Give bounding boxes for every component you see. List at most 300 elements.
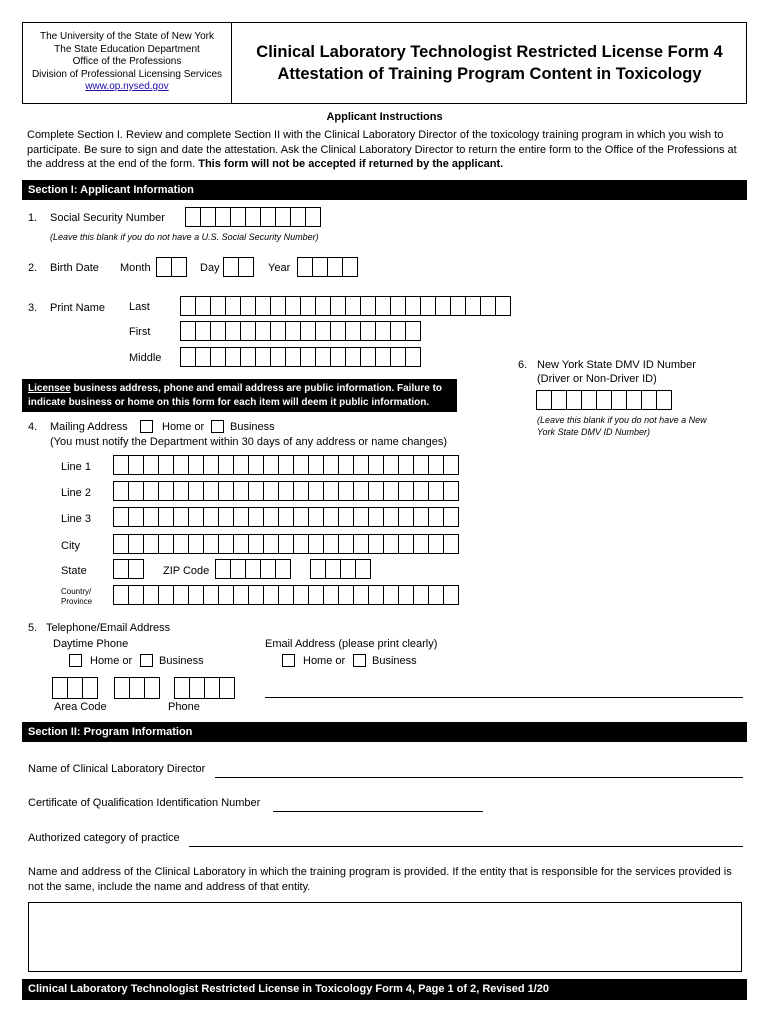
char-box[interactable]: [174, 677, 190, 699]
char-box[interactable]: [113, 507, 129, 527]
char-box[interactable]: [300, 347, 316, 367]
char-box[interactable]: [255, 321, 271, 341]
char-box[interactable]: [218, 507, 234, 527]
char-box[interactable]: [173, 455, 189, 475]
char-box[interactable]: [428, 455, 444, 475]
agency-line: Office of the Professions: [72, 56, 182, 67]
char-box[interactable]: [641, 390, 657, 410]
char-box[interactable]: [278, 534, 294, 554]
char-box[interactable]: [185, 207, 201, 227]
line1-label: Line 1: [61, 461, 91, 473]
section1-header: Section I: Applicant Information: [22, 180, 747, 200]
char-box[interactable]: [210, 347, 226, 367]
char-box[interactable]: [338, 507, 354, 527]
char-box[interactable]: [204, 677, 220, 699]
cert-label: Certificate of Qualification Identification Number: [28, 797, 261, 809]
first-name-input[interactable]: [181, 321, 421, 341]
phone-prefix-input[interactable]: [115, 677, 160, 699]
char-box[interactable]: [275, 559, 291, 579]
char-box[interactable]: [383, 455, 399, 475]
char-box[interactable]: [368, 507, 384, 527]
char-box[interactable]: [293, 534, 309, 554]
char-box[interactable]: [315, 347, 331, 367]
char-box[interactable]: [353, 585, 369, 605]
char-box[interactable]: [248, 534, 264, 554]
char-box[interactable]: [413, 534, 429, 554]
zip-ext-input[interactable]: [311, 559, 371, 579]
char-box[interactable]: [435, 296, 451, 316]
instructions-text: Complete Section I. Review and complete Section II with the Clinical Laboratory Director of the toxicology training program in which you wish to participate. Be sure to sign and date the attestation. Ask the Clinical Laboratory Director to return the entire form to the Office of the Professions at the address at the end of the form.: [27, 129, 737, 170]
country-input[interactable]: [114, 585, 459, 605]
ssn-note: (Leave this blank if you do not have a U.S. Social Security Number): [50, 232, 319, 242]
phone-business-label: Business: [159, 655, 204, 667]
title-line2: Attestation of Training Program Content in Toxicology: [277, 65, 702, 83]
char-box[interactable]: [551, 390, 567, 410]
char-box[interactable]: [180, 296, 196, 316]
char-box[interactable]: [315, 321, 331, 341]
day-input[interactable]: [224, 257, 254, 277]
char-box[interactable]: [240, 347, 256, 367]
char-box[interactable]: [128, 534, 144, 554]
state-input[interactable]: [114, 559, 144, 579]
char-box[interactable]: [263, 481, 279, 501]
char-box[interactable]: [218, 481, 234, 501]
char-box[interactable]: [195, 321, 211, 341]
char-box[interactable]: [278, 455, 294, 475]
page-footer: Clinical Laboratory Technologist Restricted License in Toxicology Form 4, Page 1 of 2, Revised 1/20: [22, 979, 747, 1000]
char-box[interactable]: [353, 534, 369, 554]
year-input[interactable]: [298, 257, 358, 277]
char-box[interactable]: [323, 481, 339, 501]
email-input[interactable]: [265, 697, 743, 698]
char-box[interactable]: [390, 296, 406, 316]
header-box: [22, 22, 747, 104]
char-box[interactable]: [218, 534, 234, 554]
char-box[interactable]: [128, 585, 144, 605]
char-box[interactable]: [248, 585, 264, 605]
dmv-label: New York State DMV ID Number: [537, 359, 696, 371]
char-box[interactable]: [173, 585, 189, 605]
char-box[interactable]: [368, 534, 384, 554]
char-box[interactable]: [128, 507, 144, 527]
char-box[interactable]: [255, 296, 271, 316]
char-box[interactable]: [158, 534, 174, 554]
middle-name-input[interactable]: [181, 347, 421, 367]
char-box[interactable]: [143, 455, 159, 475]
country-label-line1: Country/: [61, 587, 92, 596]
email-business-checkbox[interactable]: [353, 654, 366, 667]
char-box[interactable]: [203, 585, 219, 605]
char-box[interactable]: [240, 296, 256, 316]
char-box[interactable]: [285, 321, 301, 341]
year-label: Year: [268, 262, 291, 274]
month-input[interactable]: [157, 257, 187, 277]
instructions-warning: This form will not be accepted if returned by the applicant.: [198, 158, 504, 170]
char-box[interactable]: [158, 481, 174, 501]
char-box[interactable]: [218, 455, 234, 475]
char-box[interactable]: [143, 585, 159, 605]
website-link[interactable]: www.op.nysed.gov: [85, 81, 169, 92]
char-box[interactable]: [114, 677, 130, 699]
zip-input[interactable]: [216, 559, 291, 579]
char-box[interactable]: [245, 207, 261, 227]
char-box[interactable]: [215, 207, 231, 227]
category-label: Authorized category of practice: [28, 832, 180, 844]
mail-business-label: Business: [230, 421, 275, 433]
char-box[interactable]: [355, 559, 371, 579]
char-box[interactable]: [188, 455, 204, 475]
char-box[interactable]: [345, 296, 361, 316]
char-box[interactable]: [233, 534, 249, 554]
agency-line: The University of the State of New York: [40, 31, 214, 42]
name-label: Print Name: [50, 302, 106, 314]
char-box[interactable]: [443, 534, 459, 554]
char-box[interactable]: [360, 296, 376, 316]
instructions-heading: Applicant Instructions: [326, 111, 443, 123]
char-box[interactable]: [300, 321, 316, 341]
char-box[interactable]: [297, 257, 313, 277]
char-box[interactable]: [188, 534, 204, 554]
char-box[interactable]: [143, 507, 159, 527]
char-box[interactable]: [215, 559, 231, 579]
char-box[interactable]: [450, 296, 466, 316]
char-box[interactable]: [353, 507, 369, 527]
char-box[interactable]: [129, 677, 145, 699]
char-box[interactable]: [368, 481, 384, 501]
char-box[interactable]: [368, 455, 384, 475]
char-box[interactable]: [52, 677, 68, 699]
char-box[interactable]: [611, 390, 627, 410]
char-box[interactable]: [428, 507, 444, 527]
char-box[interactable]: [413, 455, 429, 475]
email-business-label: Business: [372, 655, 417, 667]
name-number: 3.: [28, 302, 38, 314]
char-box[interactable]: [143, 534, 159, 554]
char-box[interactable]: [443, 481, 459, 501]
char-box[interactable]: [330, 296, 346, 316]
email-label: Email Address (please print clearly): [265, 638, 438, 650]
state-label: State: [61, 565, 87, 577]
char-box[interactable]: [308, 455, 324, 475]
char-box[interactable]: [248, 481, 264, 501]
char-box[interactable]: [308, 585, 324, 605]
char-box[interactable]: [293, 481, 309, 501]
char-box[interactable]: [405, 321, 421, 341]
char-box[interactable]: [375, 321, 391, 341]
char-box[interactable]: [278, 507, 294, 527]
char-box[interactable]: [360, 347, 376, 367]
line3-label: Line 3: [61, 513, 91, 525]
char-box[interactable]: [67, 677, 83, 699]
char-box[interactable]: [230, 207, 246, 227]
char-box[interactable]: [223, 257, 239, 277]
mail-business-checkbox[interactable]: [211, 420, 224, 433]
dmv-input[interactable]: [537, 390, 672, 410]
char-box[interactable]: [390, 347, 406, 367]
char-box[interactable]: [188, 507, 204, 527]
first-label: First: [129, 326, 151, 338]
char-box[interactable]: [323, 585, 339, 605]
char-box[interactable]: [171, 257, 187, 277]
char-box[interactable]: [210, 321, 226, 341]
char-box[interactable]: [255, 347, 271, 367]
char-box[interactable]: [656, 390, 672, 410]
char-box[interactable]: [210, 296, 226, 316]
char-box[interactable]: [278, 481, 294, 501]
char-box[interactable]: [144, 677, 160, 699]
char-box[interactable]: [383, 481, 399, 501]
dmv-sub: (Driver or Non-Driver ID): [537, 373, 657, 385]
char-box[interactable]: [270, 296, 286, 316]
char-box[interactable]: [285, 347, 301, 367]
char-box[interactable]: [495, 296, 511, 316]
address-line2-input[interactable]: [114, 481, 459, 501]
char-box[interactable]: [413, 507, 429, 527]
char-box[interactable]: [113, 559, 129, 579]
char-box[interactable]: [325, 559, 341, 579]
char-box[interactable]: [566, 390, 582, 410]
char-box[interactable]: [263, 585, 279, 605]
phone-business-checkbox[interactable]: [140, 654, 153, 667]
instructions-body: [27, 128, 745, 172]
char-box[interactable]: [128, 559, 144, 579]
char-box[interactable]: [353, 481, 369, 501]
last-name-input[interactable]: [181, 296, 511, 316]
char-box[interactable]: [428, 534, 444, 554]
section2-header: Section II: Program Information: [22, 722, 747, 742]
char-box[interactable]: [203, 507, 219, 527]
char-box[interactable]: [323, 455, 339, 475]
char-box[interactable]: [581, 390, 597, 410]
lab-address-input[interactable]: [28, 902, 742, 972]
char-box[interactable]: [180, 321, 196, 341]
address-line1-input[interactable]: [114, 455, 459, 475]
birth-number: 2.: [28, 262, 38, 274]
char-box[interactable]: [420, 296, 436, 316]
char-box[interactable]: [443, 585, 459, 605]
mail-label: Mailing Address: [50, 421, 128, 433]
char-box[interactable]: [368, 585, 384, 605]
address-line3-input[interactable]: [114, 507, 459, 527]
char-box[interactable]: [225, 347, 241, 367]
char-box[interactable]: [293, 585, 309, 605]
char-box[interactable]: [338, 534, 354, 554]
char-box[interactable]: [375, 347, 391, 367]
char-box[interactable]: [340, 559, 356, 579]
agency-line: The State Education Department: [54, 43, 200, 55]
char-box[interactable]: [308, 507, 324, 527]
char-box[interactable]: [338, 455, 354, 475]
char-box[interactable]: [225, 321, 241, 341]
char-box[interactable]: [480, 296, 496, 316]
char-box[interactable]: [189, 677, 205, 699]
ssn-label: Social Security Number: [50, 212, 165, 224]
char-box[interactable]: [383, 585, 399, 605]
country-label-line2: Province: [61, 597, 93, 606]
char-box[interactable]: [113, 481, 129, 501]
char-box[interactable]: [195, 347, 211, 367]
area-code-input[interactable]: [53, 677, 98, 699]
daytime-phone-label: Daytime Phone: [53, 638, 129, 650]
char-box[interactable]: [270, 347, 286, 367]
phone-sub-label: Phone: [168, 701, 200, 713]
director-input[interactable]: [215, 777, 743, 778]
char-box[interactable]: [219, 677, 235, 699]
char-box[interactable]: [290, 207, 306, 227]
char-box[interactable]: [158, 585, 174, 605]
city-input[interactable]: [114, 534, 459, 554]
mail-home-checkbox[interactable]: [140, 420, 153, 433]
char-box[interactable]: [128, 481, 144, 501]
char-box[interactable]: [260, 207, 276, 227]
lab-prompt: Name and address of the Clinical Laboratory in which the training program is provided. If the entity that is responsible for the services provided is not the same, include the name and address of that entity.: [28, 866, 732, 893]
char-box[interactable]: [327, 257, 343, 277]
char-box[interactable]: [360, 321, 376, 341]
char-box[interactable]: [413, 481, 429, 501]
char-box[interactable]: [285, 296, 301, 316]
char-box[interactable]: [305, 207, 321, 227]
char-box[interactable]: [293, 507, 309, 527]
char-box[interactable]: [398, 507, 414, 527]
char-box[interactable]: [233, 507, 249, 527]
char-box[interactable]: [345, 321, 361, 341]
char-box[interactable]: [113, 455, 129, 475]
ssn-input[interactable]: [186, 207, 321, 227]
char-box[interactable]: [173, 507, 189, 527]
phone-home-label: Home or: [90, 655, 133, 667]
char-box[interactable]: [596, 390, 612, 410]
char-box[interactable]: [405, 296, 421, 316]
char-box[interactable]: [398, 455, 414, 475]
char-box[interactable]: [203, 534, 219, 554]
char-box[interactable]: [323, 507, 339, 527]
char-box[interactable]: [308, 481, 324, 501]
char-box[interactable]: [263, 455, 279, 475]
char-box[interactable]: [278, 585, 294, 605]
char-box[interactable]: [338, 481, 354, 501]
char-box[interactable]: [338, 585, 354, 605]
char-box[interactable]: [383, 507, 399, 527]
char-box[interactable]: [270, 321, 286, 341]
char-box[interactable]: [465, 296, 481, 316]
char-box[interactable]: [180, 347, 196, 367]
email-home-checkbox[interactable]: [282, 654, 295, 667]
char-box[interactable]: [428, 481, 444, 501]
director-label: Name of Clinical Laboratory Director: [28, 763, 206, 775]
cert-input[interactable]: [273, 811, 483, 812]
char-box[interactable]: [248, 455, 264, 475]
char-box[interactable]: [375, 296, 391, 316]
char-box[interactable]: [428, 585, 444, 605]
char-box[interactable]: [225, 296, 241, 316]
char-box[interactable]: [383, 534, 399, 554]
char-box[interactable]: [156, 257, 172, 277]
char-box[interactable]: [233, 481, 249, 501]
char-box[interactable]: [345, 347, 361, 367]
char-box[interactable]: [308, 534, 324, 554]
char-box[interactable]: [188, 585, 204, 605]
mail-note: (You must notify the Department within 30 days of any address or name changes): [50, 436, 448, 448]
char-box[interactable]: [233, 455, 249, 475]
phone-line-input[interactable]: [175, 677, 235, 699]
char-box[interactable]: [330, 347, 346, 367]
char-box[interactable]: [260, 559, 276, 579]
char-box[interactable]: [443, 507, 459, 527]
char-box[interactable]: [390, 321, 406, 341]
char-box[interactable]: [413, 585, 429, 605]
char-box[interactable]: [310, 559, 326, 579]
char-box[interactable]: [443, 455, 459, 475]
zip-label: ZIP Code: [163, 565, 210, 577]
char-box[interactable]: [398, 481, 414, 501]
phone-home-checkbox[interactable]: [69, 654, 82, 667]
char-box[interactable]: [158, 507, 174, 527]
char-box[interactable]: [300, 296, 316, 316]
category-input[interactable]: [189, 846, 743, 847]
char-box[interactable]: [248, 507, 264, 527]
char-box[interactable]: [263, 507, 279, 527]
char-box[interactable]: [263, 534, 279, 554]
char-box[interactable]: [195, 296, 211, 316]
last-label: Last: [129, 301, 150, 313]
char-box[interactable]: [275, 207, 291, 227]
char-box[interactable]: [173, 534, 189, 554]
char-box[interactable]: [245, 559, 261, 579]
char-box[interactable]: [82, 677, 98, 699]
char-box[interactable]: [293, 455, 309, 475]
char-box[interactable]: [143, 481, 159, 501]
email-home-label: Home or: [303, 655, 346, 667]
char-box[interactable]: [398, 534, 414, 554]
char-box[interactable]: [330, 321, 346, 341]
char-box[interactable]: [398, 585, 414, 605]
country-label: [61, 587, 92, 607]
char-box[interactable]: [158, 455, 174, 475]
char-box[interactable]: [188, 481, 204, 501]
char-box[interactable]: [113, 534, 129, 554]
line2-label: Line 2: [61, 487, 91, 499]
char-box[interactable]: [315, 296, 331, 316]
char-box[interactable]: [113, 585, 129, 605]
char-box[interactable]: [240, 321, 256, 341]
char-box[interactable]: [128, 455, 144, 475]
ssn-number: 1.: [28, 212, 38, 224]
middle-label: Middle: [129, 352, 162, 364]
char-box[interactable]: [203, 455, 219, 475]
title-line1: Clinical Laboratory Technologist Restricted License Form 4: [256, 43, 723, 61]
char-box[interactable]: [238, 257, 254, 277]
birth-label: Birth Date: [50, 262, 99, 274]
char-box[interactable]: [312, 257, 328, 277]
char-box[interactable]: [342, 257, 358, 277]
char-box[interactable]: [405, 347, 421, 367]
char-box[interactable]: [230, 559, 246, 579]
char-box[interactable]: [173, 481, 189, 501]
public-info-notice: [22, 379, 457, 412]
char-box[interactable]: [218, 585, 234, 605]
char-box[interactable]: [323, 534, 339, 554]
notice-licensee: Licensee: [28, 383, 71, 394]
char-box[interactable]: [200, 207, 216, 227]
day-label: Day: [200, 262, 220, 274]
dmv-note: (Leave this blank if you do not have a New York State DMV ID Number): [537, 415, 707, 437]
char-box[interactable]: [233, 585, 249, 605]
month-label: Month: [120, 262, 151, 274]
char-box[interactable]: [203, 481, 219, 501]
char-box[interactable]: [353, 455, 369, 475]
char-box[interactable]: [536, 390, 552, 410]
char-box[interactable]: [626, 390, 642, 410]
